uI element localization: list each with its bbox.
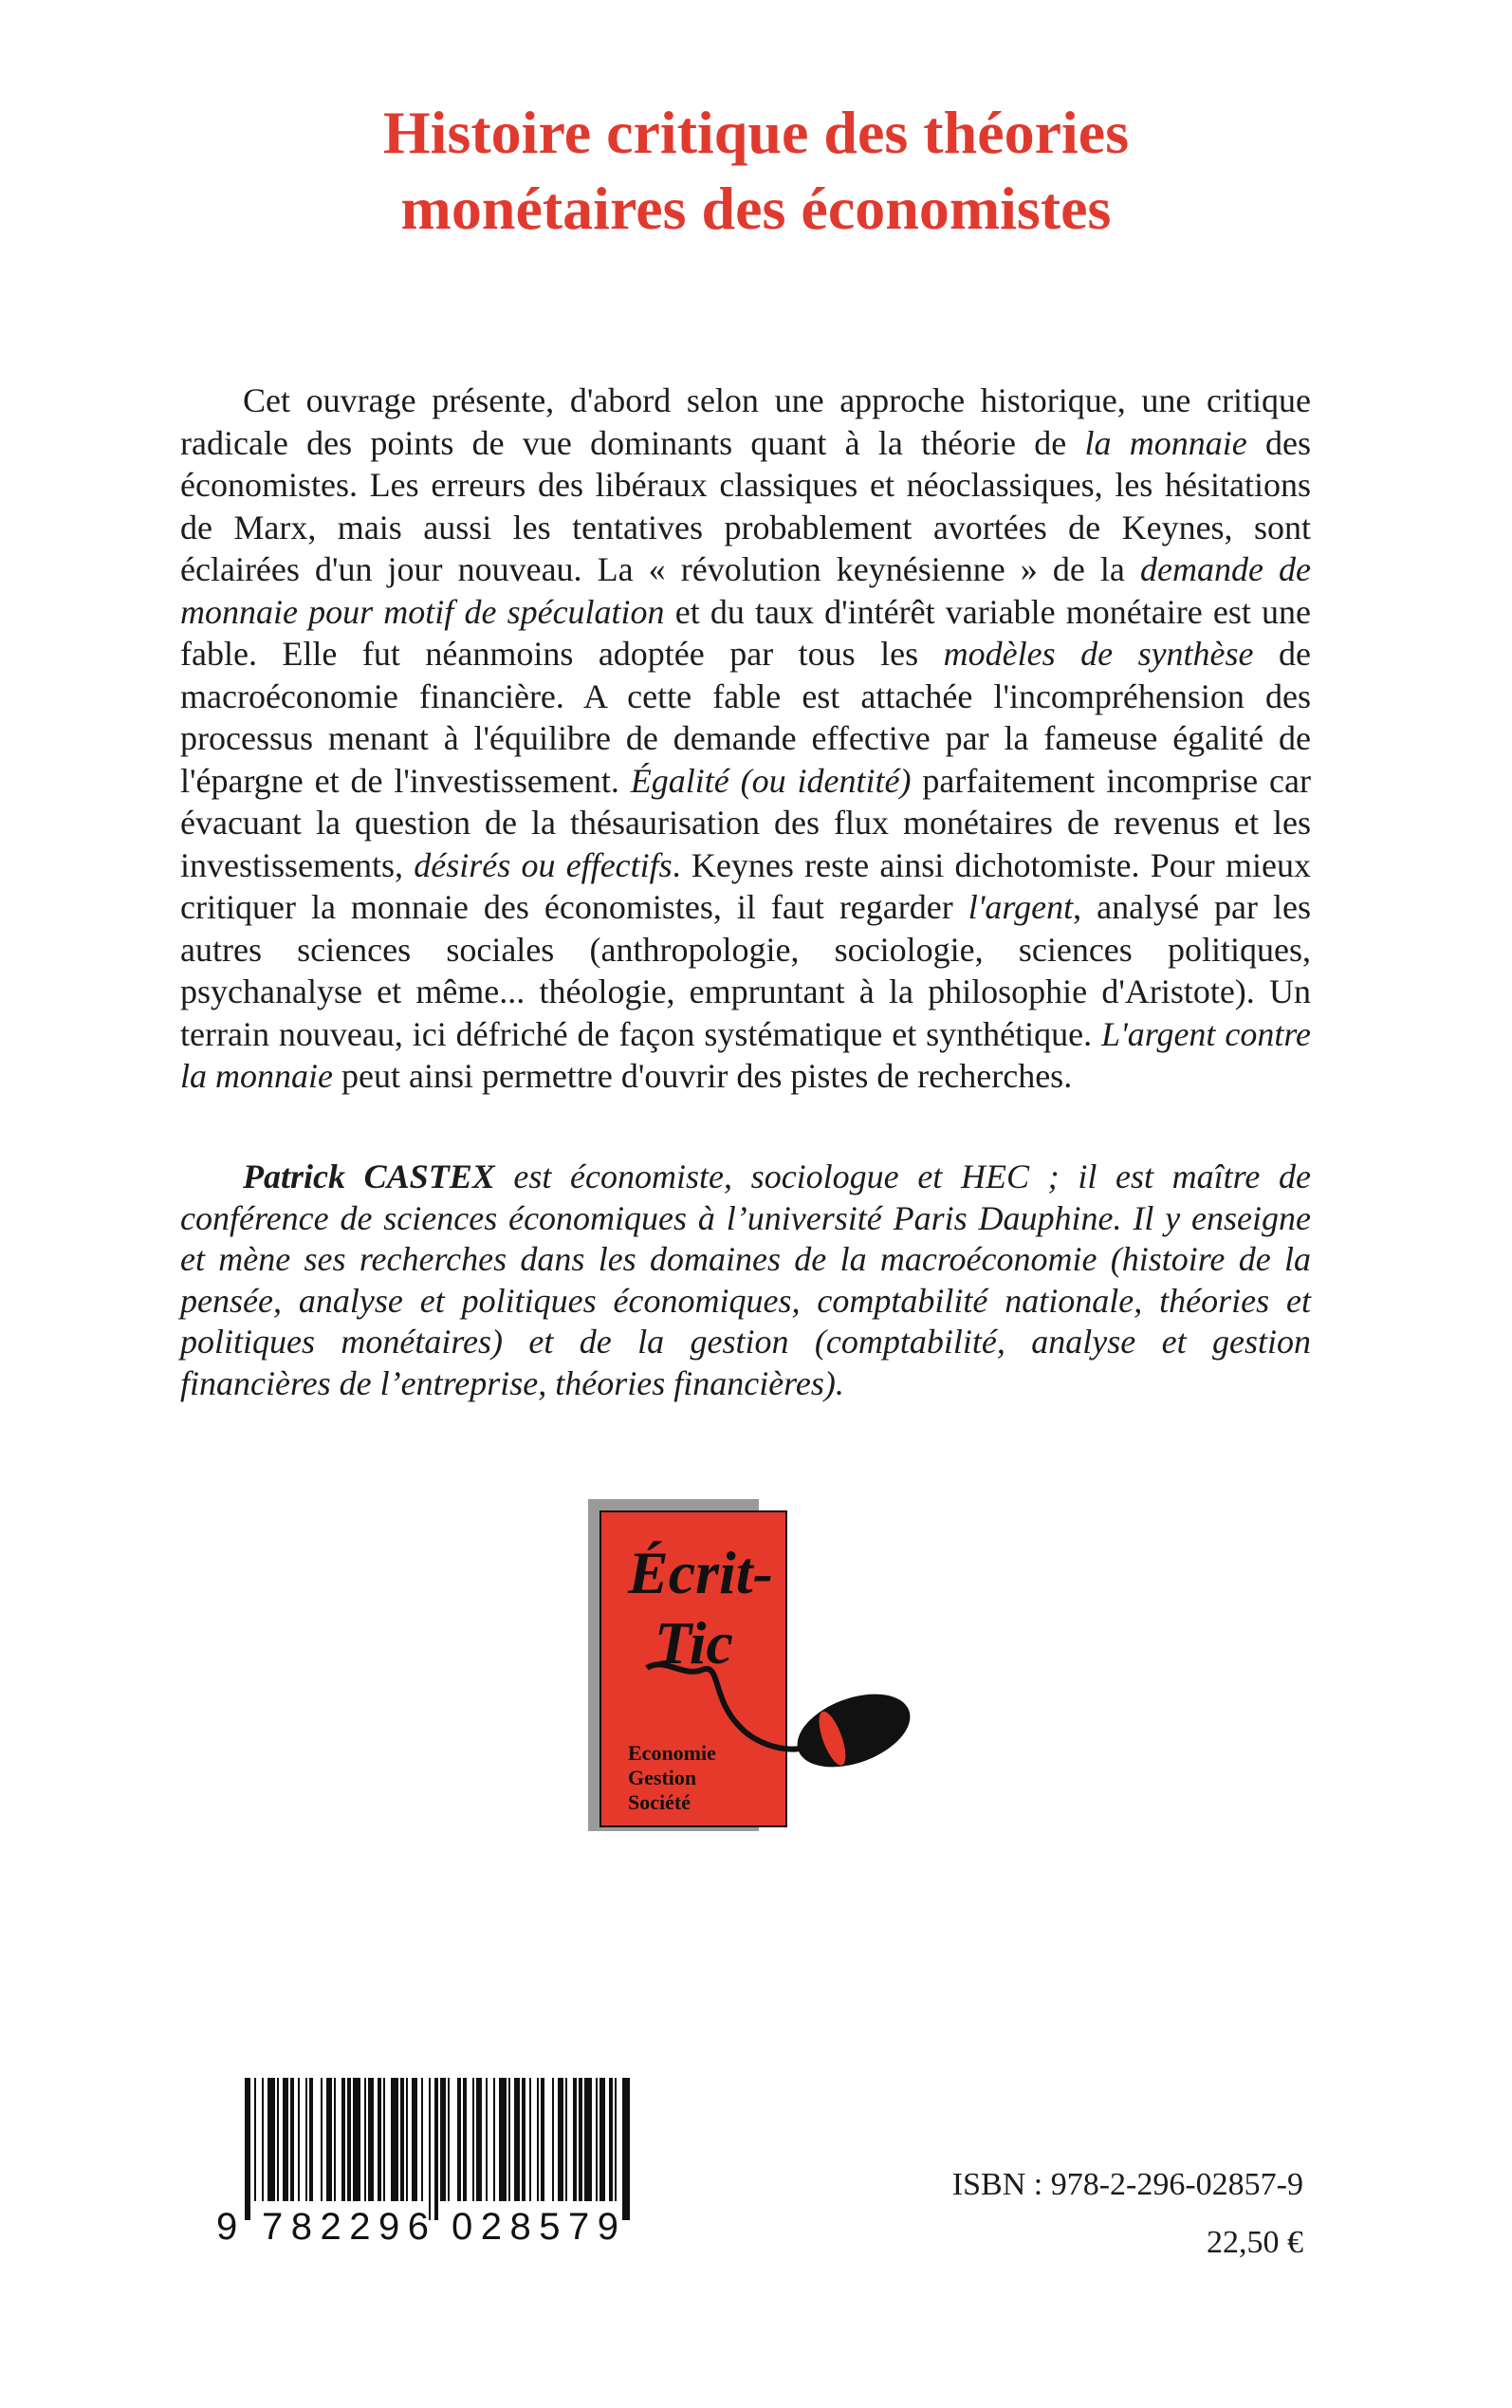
barcode-bar [245, 2078, 250, 2220]
barcode-bar [429, 2078, 431, 2220]
barcode-bar [378, 2078, 381, 2201]
barcode-bar [448, 2078, 450, 2201]
author-name: Patrick CASTEX [243, 1158, 495, 1195]
barcode-bar [584, 2078, 592, 2201]
barcode-bar [565, 2078, 567, 2201]
barcode-bar [558, 2078, 563, 2201]
barcode-bar [326, 2078, 332, 2201]
barcode-bar [463, 2078, 467, 2201]
summary-text: parfaitement incomprise car évacuant la question de la thésaurisation des flux monétaires de revenus et les investissements, [180, 761, 1311, 884]
barcode-bar [440, 2078, 446, 2201]
summary-text: de macroéconomie financière. A cette fable est attachée l'incompréhension des processus menant à l'équilibre de demande effective par la fameuse égalité de l'épargne et de l'investissement. [180, 635, 1311, 800]
barcode-bar [596, 2078, 598, 2201]
summary-emphasis: L'argent contre la monnaie [180, 1014, 1311, 1095]
summary-text: peut ainsi permettre d'ouvrir des pistes de recherches. [332, 1057, 1073, 1095]
barcode-bar [305, 2078, 307, 2201]
barcode-bar [508, 2078, 510, 2201]
barcode-group-2: 028579 [452, 2206, 618, 2245]
barcode-bar [412, 2078, 417, 2201]
barcode-group-1: 782296 [262, 2206, 429, 2245]
summary-text: Cet ouvrage présente, d'abord selon une approche historique, une critique radicale des points de vue dominants quant à la théorie de [180, 381, 1311, 462]
summary-paragraph [180, 380, 1311, 1098]
barcode-bar [486, 2078, 488, 2201]
barcode-bars [245, 2078, 630, 2220]
logo-line-gestion: Gestion [628, 1766, 697, 1789]
barcode-bar [615, 2078, 617, 2201]
book-title [0, 95, 1512, 247]
summary-text: , analysé par les autres sciences sociales (anthropologie, sociologie, sciences politiques, psychanalyse et même... théologie, empruntant à la philosophie d'Aristote). Un terrain nouveau, ici défriché de façon systématique et synthétique. [180, 888, 1312, 1053]
barcode-digit-first: 9 [216, 2206, 238, 2245]
barcode-bar [609, 2078, 613, 2201]
summary-emphasis: Égalité (ou identité) [630, 761, 912, 800]
barcode-bar [476, 2078, 482, 2201]
barcode-bar [472, 2078, 474, 2201]
title-line-2: monétaires des économistes [400, 175, 1112, 242]
barcode-bar [541, 2078, 544, 2201]
barcode-bar [499, 2078, 507, 2201]
author-bio-text: est économiste, sociologue et HEC ; il est maître de conférence de sciences économiques à l’université Paris Dauphine. Il y enseigne et mène ses recherches dans les domaines de la macroéconomie (histoire de la pensée, analyse et politiques économiques, comptabilité nationale, théories et politiques monétaires) et de la gestion (comptabilité, analyse et gestion financières de l’entreprise, théories financières). [180, 1158, 1311, 1402]
logo-line-societe: Société [628, 1790, 691, 1814]
barcode-bar [599, 2078, 605, 2201]
barcode-bar [391, 2078, 398, 2201]
barcode-bar [522, 2078, 526, 2201]
barcode [216, 2078, 634, 2245]
barcode-bar [254, 2078, 256, 2201]
author-bio [180, 1157, 1311, 1404]
barcode-bar [514, 2078, 520, 2201]
barcode-bar [529, 2078, 531, 2201]
barcode-bar [298, 2078, 300, 2201]
barcode-bar [290, 2078, 294, 2201]
barcode-bar [341, 2078, 345, 2201]
barcode-bar [283, 2078, 288, 2201]
summary-emphasis: l'argent [968, 888, 1074, 926]
barcode-bar [334, 2078, 336, 2201]
summary-emphasis: la monnaie [1084, 423, 1247, 462]
price: 22,50 € [1207, 2225, 1303, 2260]
isbn-number: ISBN : 978-2-296-02857-9 [951, 2167, 1303, 2202]
barcode-bar [537, 2078, 539, 2201]
summary-text: et du taux d'intérêt variable monétaire est une fable. Elle fut néanmoins adoptée par tous les [180, 592, 1311, 673]
summary-text: des économistes. Les erreurs des libéraux classiques et néoclassiques, les hésitations de Marx, mais aussi les tentatives probablement avortées de Keynes, sont éclairées d'un jour nouveau. La « révolution keynésienne » de la [180, 423, 1311, 588]
barcode-bar [262, 2078, 264, 2201]
barcode-bar [383, 2078, 385, 2201]
title-line-1: Histoire critique des théories [382, 99, 1130, 166]
summary-emphasis: modèles de synthèse [943, 635, 1254, 673]
barcode-bar [347, 2078, 351, 2201]
barcode-bar [493, 2078, 495, 2201]
logo-line-economie: Economie [628, 1741, 716, 1765]
barcode-bar [552, 2078, 554, 2201]
barcode-bar [267, 2078, 275, 2201]
summary-emphasis: demande de monnaie pour motif de spéculation [180, 550, 1312, 631]
barcode-bar [421, 2078, 423, 2201]
summary-text: . Keynes reste ainsi dichotomiste. Pour mieux critiquer la monnaie des économistes, il faut regarder [180, 845, 1312, 926]
barcode-bar [434, 2078, 438, 2220]
barcode-bar [321, 2078, 323, 2201]
barcode-bar [309, 2078, 313, 2201]
barcode-bar [368, 2078, 374, 2201]
summary-emphasis: désirés ou effectifs [414, 845, 673, 884]
mouse-icon [645, 1660, 911, 1793]
barcode-bar [364, 2078, 366, 2201]
barcode-bar [579, 2078, 582, 2201]
barcode-bar [400, 2078, 404, 2201]
barcode-bar [406, 2078, 408, 2201]
publisher-logo [588, 1499, 901, 1831]
barcode-bar [573, 2078, 577, 2201]
barcode-bar [457, 2078, 461, 2201]
logo-brand-part-1: Écrit- [628, 1539, 773, 1606]
barcode-bar [277, 2078, 279, 2201]
barcode-bar [353, 2078, 360, 2201]
logo-brand-part-2: Tic [655, 1609, 733, 1676]
barcode-bar [622, 2078, 630, 2220]
